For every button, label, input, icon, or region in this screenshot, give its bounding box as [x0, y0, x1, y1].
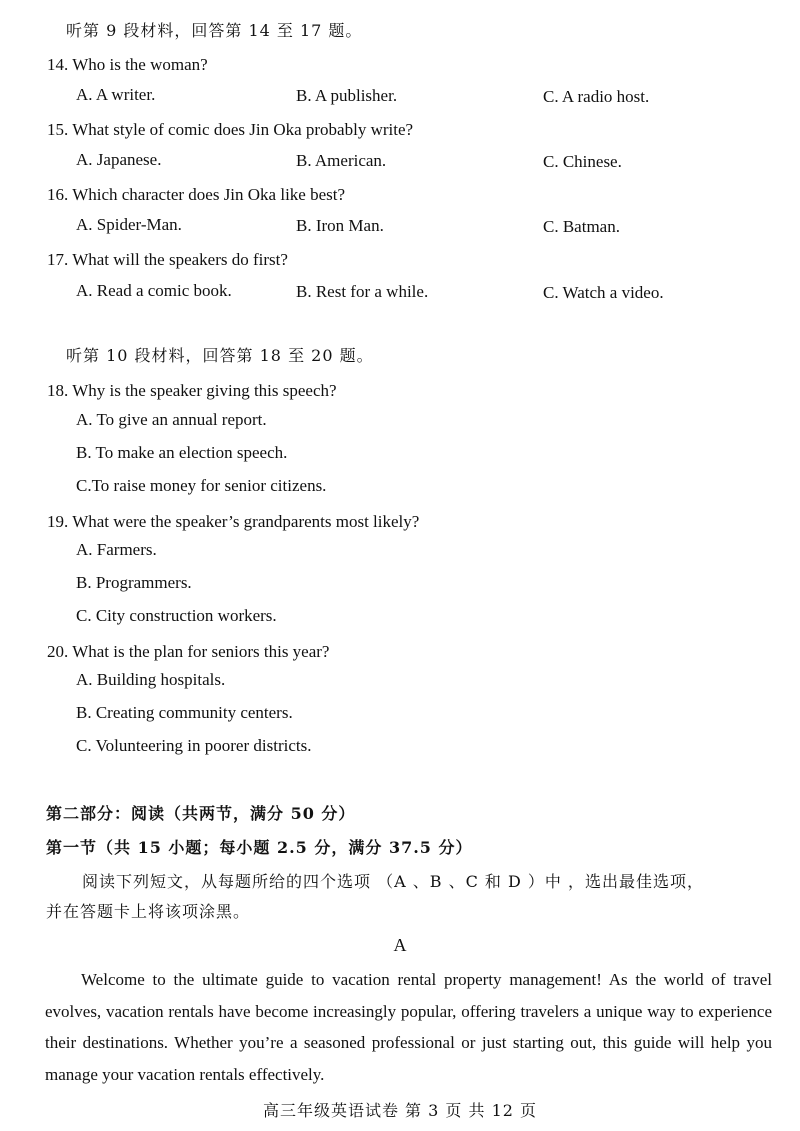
question-15-stem: 15. What style of comic does Jin Oka probably write? — [47, 120, 414, 139]
question-17-option-c: C. Watch a video. — [543, 283, 664, 302]
question-16-option-b: B. Iron Man. — [296, 216, 384, 235]
section-header-10: 听第 10 段材料，回答第 18 至 20 题。 — [66, 346, 374, 365]
question-16-option-a: A. Spider-Man. — [76, 215, 182, 234]
question-16-stem: 16. Which character does Jin Oka like best? — [47, 185, 346, 204]
question-17-option-b: B. Rest for a while. — [296, 282, 429, 301]
question-20-option-a: A. Building hospitals. — [76, 670, 226, 689]
reading-section-title: 第一节（共 15 小题；每小题 2.5 分，满分 37.5 分） — [46, 838, 473, 857]
reading-instructions-line2: 并在答题卡上将该项涂黑。 — [46, 902, 251, 921]
question-17-stem: 17. What will the speakers do first? — [47, 250, 288, 269]
passage-paragraph: Welcome to the ultimate guide to vacation rental property management! As the world of travel evolves, vacation rentals have become increasingly popular, offering travelers a unique way to experience their destinations. Whether you’re a seasoned professional or just starting out, this guide will help you manage your vacation rentals effectively. — [45, 970, 772, 1084]
question-15-option-a: A. Japanese. — [76, 150, 162, 169]
question-17-option-a: A. Read a comic book. — [76, 281, 232, 300]
page-footer: 高三年级英语试卷 第 3 页 共 12 页 — [262, 1101, 538, 1120]
question-16-option-c: C. Batman. — [543, 217, 620, 236]
question-14-option-a: A. A writer. — [76, 85, 156, 104]
question-15-option-b: B. American. — [296, 151, 387, 170]
question-14-option-b: B. A publisher. — [296, 86, 398, 105]
section-header-9: 听第 9 段材料，回答第 14 至 17 题。 — [66, 21, 363, 40]
question-18-option-a: A. To give an annual report. — [76, 410, 267, 429]
passage-label: A — [393, 935, 407, 955]
question-20-option-c: C. Volunteering in poorer districts. — [76, 736, 312, 755]
question-15-option-c: C. Chinese. — [543, 152, 622, 171]
question-18-stem: 18. Why is the speaker giving this speech? — [47, 381, 337, 400]
reading-part-title: 第二部分：阅读（共两节，满分 50 分） — [46, 804, 356, 823]
question-19-option-c: C. City construction workers. — [76, 606, 277, 625]
question-19-option-b: B. Programmers. — [76, 573, 192, 592]
question-19-stem: 19. What were the speaker’s grandparents most likely? — [47, 512, 420, 531]
question-14-option-c: C. A radio host. — [543, 87, 650, 106]
question-19-option-a: A. Farmers. — [76, 540, 157, 559]
question-18-option-c: C.To raise money for senior citizens. — [76, 476, 327, 495]
reading-instructions-line1: 阅读下列短文，从每题所给的四个选项 （A 、B 、C 和 D ）中 ，选出最佳选项， — [82, 872, 704, 891]
question-20-option-b: B. Creating community centers. — [76, 703, 293, 722]
question-14-stem: 14. Who is the woman? — [47, 55, 208, 74]
question-20-stem: 20. What is the plan for seniors this year? — [47, 642, 330, 661]
question-18-option-b: B. To make an election speech. — [76, 443, 288, 462]
